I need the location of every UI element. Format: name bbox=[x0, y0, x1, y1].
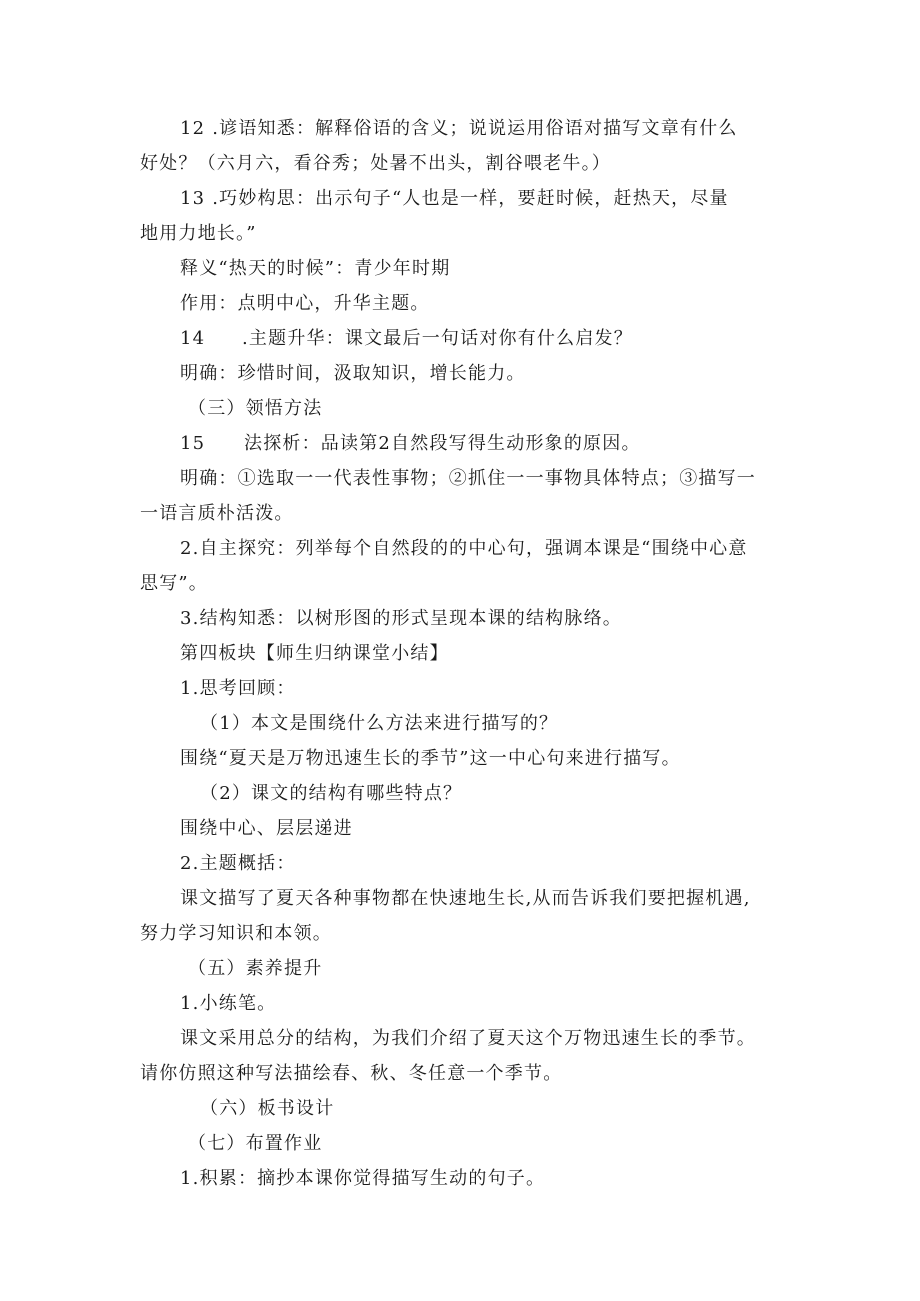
theme-line-1: 课文描写了夏天各种事物都在快速地生长,从而告诉我们要把握机遇, bbox=[180, 888, 751, 909]
definition-line: 释义“热天的时候”：青少年时期 bbox=[180, 258, 451, 279]
section-seven-heading: （七）布置作业 bbox=[188, 1133, 323, 1154]
answer-line: 明确：珍惜时间，汲取知识，增长能力。 bbox=[180, 363, 526, 384]
practice-line-2: 请你仿照这种写法描绘春、秋、冬任意一个季节。 bbox=[140, 1063, 563, 1084]
item-13-line-1: 13 .巧妙构思：出示句子“人也是一样，要赶时候，赶热天，尽量 bbox=[180, 188, 729, 209]
practice-line-1: 课文采用总分的结构，为我们介绍了夏天这个万物迅速生长的季节。 bbox=[180, 1028, 756, 1049]
question-2: （2）课文的结构有哪些特点？ bbox=[200, 783, 463, 804]
explore-line-1: 2.自主探究：列举每个自然段的的中心句，强调本课是“围绕中心意 bbox=[180, 538, 748, 559]
question-1: （1）本文是围绕什么方法来进行描写的？ bbox=[200, 713, 559, 734]
item-13-line-2: 地用力地长。” bbox=[140, 223, 257, 244]
clarify-line-2: 一语言质朴活泼。 bbox=[140, 503, 294, 524]
explore-line-2: 思写”。 bbox=[140, 573, 209, 594]
item-15-number: 15 bbox=[180, 433, 206, 454]
item-15-text: 法探析：品读第2自然段写得生动形象的原因。 bbox=[244, 433, 641, 454]
review-heading: 1.思考回顾： bbox=[180, 678, 296, 699]
answer-1: 围绕“夏天是万物迅速生长的季节”这一中心句来进行描写。 bbox=[180, 748, 681, 769]
item-12-line-1: 12 .谚语知悉：解释俗语的含义；说说运用俗语对描写文章有什么 bbox=[180, 118, 738, 139]
clarify-line-1: 明确：①选取一一代表性事物；②抓住一一事物具体特点；③描写一 bbox=[180, 468, 756, 489]
item-12-line-2: 好处？（六月六，看谷秀；处暑不出头，割谷喂老牛。） bbox=[140, 153, 611, 174]
function-line: 作用：点明中心，升华主题。 bbox=[180, 293, 430, 314]
homework-line: 1.积累：摘抄本课你觉得描写生动的句子。 bbox=[180, 1168, 546, 1189]
section-five-heading: （五）素养提升 bbox=[188, 958, 323, 979]
practice-heading: 1.小练笔。 bbox=[180, 993, 277, 1014]
item-14-text: .主题升华：课文最后一句话对你有什么启发？ bbox=[242, 328, 633, 349]
structure-line: 3.结构知悉：以树形图的形式呈现本课的结构脉络。 bbox=[180, 608, 622, 629]
block-four-heading: 第四板块【师生归纳课堂小结】 bbox=[180, 643, 449, 664]
section-six-heading: （六）板书设计 bbox=[200, 1098, 335, 1119]
theme-heading: 2.主题概括： bbox=[180, 853, 296, 874]
answer-2: 围绕中心、层层递进 bbox=[180, 818, 353, 839]
item-14-number: 14 bbox=[180, 328, 206, 349]
section-three-heading: （三）领悟方法 bbox=[188, 398, 323, 419]
theme-line-2: 努力学习知识和本领。 bbox=[140, 923, 332, 944]
